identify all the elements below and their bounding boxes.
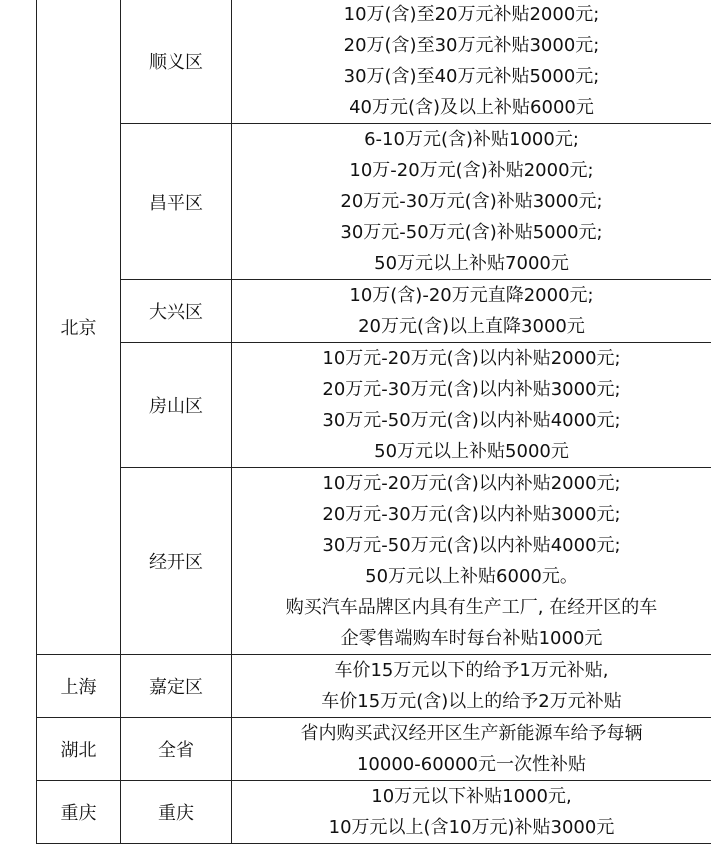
table-row — [37, 280, 711, 343]
policy-line: 20万(含)至30万元补贴3000元; — [232, 30, 711, 61]
district-cell-shunyi: 顺义区 — [121, 0, 232, 124]
policy-line: 10万元-20万元(含)以内补贴2000元; — [232, 343, 711, 374]
policy-line: 10万(含)-20万元直降2000元; — [232, 280, 711, 311]
policy-line: 30万元-50万元(含)补贴5000元; — [232, 217, 711, 248]
policy-cell-changping — [232, 124, 711, 280]
policy-line: 购买汽车品牌区内具有生产工厂, 在经开区的车 — [232, 592, 711, 623]
table-row — [37, 343, 711, 468]
region-cell-chongqing: 重庆 — [37, 781, 121, 844]
policy-line: 20万元-30万元(含)以内补贴3000元; — [232, 499, 711, 530]
district-cell-daxing: 大兴区 — [121, 280, 232, 343]
policy-cell-fangshan — [232, 343, 711, 468]
region-cell-hubei: 湖北 — [37, 718, 121, 781]
policy-cell-jingkai — [232, 468, 711, 655]
policy-line: 企零售端购车时每台补贴1000元 — [232, 623, 711, 654]
policy-line: 10万元-20万元(含)以内补贴2000元; — [232, 468, 711, 499]
policy-line: 50万元以上补贴6000元。 — [232, 561, 711, 592]
table-row — [37, 468, 711, 655]
policy-line: 10万元以上(含10万元)补贴3000元 — [232, 812, 711, 843]
subsidy-table — [36, 0, 711, 844]
district-cell-chongqing: 重庆 — [121, 781, 232, 844]
policy-line: 车价15万元以下的给予1万元补贴, — [232, 655, 711, 686]
district-cell-quansheng: 全省 — [121, 718, 232, 781]
policy-cell-jiading — [232, 655, 711, 718]
policy-line: 20万元-30万元(含)补贴3000元; — [232, 186, 711, 217]
policy-cell-daxing — [232, 280, 711, 343]
region-cell-shanghai: 上海 — [37, 655, 121, 718]
district-cell-jingkai: 经开区 — [121, 468, 232, 655]
policy-line: 省内购买武汉经开区生产新能源车给予每辆 — [232, 718, 711, 749]
policy-line: 10000-60000元一次性补贴 — [232, 749, 711, 780]
district-cell-jiading: 嘉定区 — [121, 655, 232, 718]
policy-line: 车价15万元(含)以上的给予2万元补贴 — [232, 686, 711, 717]
policy-line: 20万元-30万元(含)以内补贴3000元; — [232, 374, 711, 405]
policy-line: 10万(含)至20万元补贴2000元; — [232, 0, 711, 30]
table-row — [37, 124, 711, 280]
policy-line: 30万(含)至40万元补贴5000元; — [232, 61, 711, 92]
policy-line: 6-10万元(含)补贴1000元; — [232, 124, 711, 155]
policy-line: 50万元以上补贴5000元 — [232, 436, 711, 467]
table-row — [37, 781, 711, 844]
district-cell-fangshan: 房山区 — [121, 343, 232, 468]
policy-cell-chongqing — [232, 781, 711, 844]
policy-line: 10万元以下补贴1000元, — [232, 781, 711, 812]
policy-line: 10万-20万元(含)补贴2000元; — [232, 155, 711, 186]
policy-line: 50万元以上补贴7000元 — [232, 248, 711, 279]
policy-line: 20万元(含)以上直降3000元 — [232, 311, 711, 342]
region-cell-beijing: 北京 — [37, 0, 121, 655]
policy-line: 40万元(含)及以上补贴6000元 — [232, 92, 711, 123]
policy-cell-hubei — [232, 718, 711, 781]
table-row — [37, 718, 711, 781]
policy-line: 30万元-50万元(含)以内补贴4000元; — [232, 405, 711, 436]
table-row — [37, 0, 711, 124]
district-cell-changping: 昌平区 — [121, 124, 232, 280]
table-row — [37, 655, 711, 718]
policy-line: 30万元-50万元(含)以内补贴4000元; — [232, 530, 711, 561]
policy-cell-shunyi — [232, 0, 711, 124]
